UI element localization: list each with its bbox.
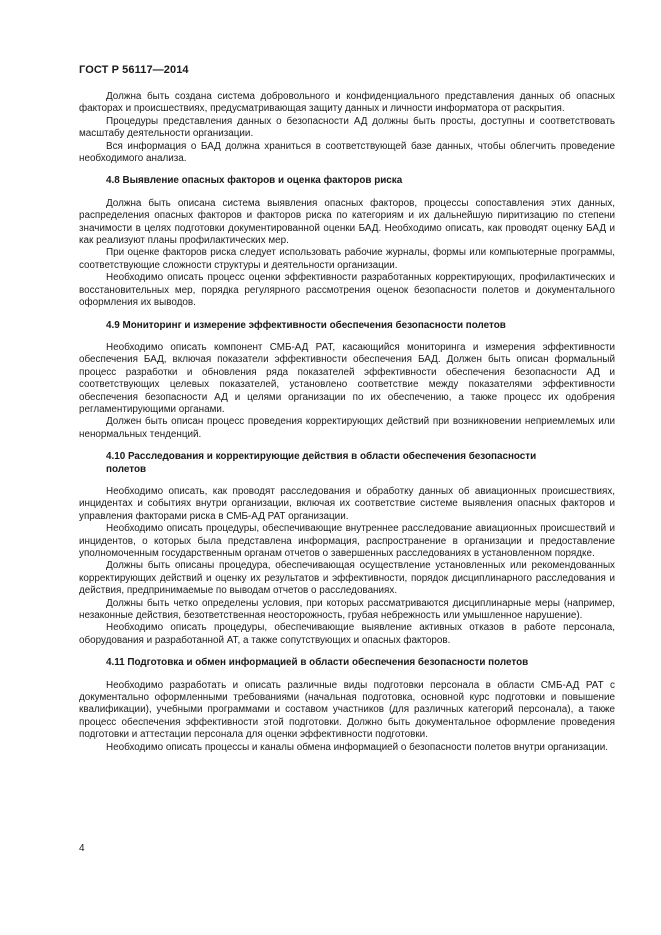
- section-heading-4-10-line1: 4.10 Расследования и корректирующие действия в области обеспечения безопасности: [106, 451, 537, 463]
- section-heading-4-9: 4.9 Мониторинг и измерение эффективности обеспечения безопасности полетов: [106, 319, 506, 331]
- section-paragraph: Необходимо описать, как проводят расследования и обработку данных об авиационных происшествиях, инцидентах и событиях внутри организации, включая их соответствие системе выявления опасных факторов и управления факторами риска в СМБ-АД РАТ организации.: [79, 485, 615, 522]
- intro-paragraph: Должна быть создана система добровольного и конфиденциального представления данных об опасных факторах и происшествиях, предусматривающая защиту данных и личности информатора от раскрытия.: [79, 91, 615, 115]
- intro-paragraph: Процедуры представления данных о безопасности АД должны быть просты, доступны и соответствовать масштабу деятельности организации.: [79, 115, 615, 140]
- document-body: [79, 91, 615, 754]
- section-heading-4-10-line2: полетов: [106, 463, 147, 475]
- section-paragraph: Необходимо описать компонент СМБ-АД РАТ, касающийся мониторинга и измерения эффективности обеспечения БАД, включая показатели эффективности обеспечения БАД. Должен быть описан формальный процесс разработки и обновления ряда показателей эффективности обеспечения безопасности АД и соответствующих целевых показателей, установлено соответствие между показателями эффективности обеспечения безопасности АД и целями организации по их обеспечению, а также процесс их одобрения регламентирующими органами.: [79, 341, 615, 415]
- section-heading-4-10: [79, 451, 615, 476]
- intro-paragraph: Вся информация о БАД должна храниться в соответствующей базе данных, чтобы облегчить проведение необходимого анализа.: [79, 140, 615, 165]
- section-paragraph: Необходимо описать процедуры, обеспечивающие внутреннее расследование авиационных происшествий и инцидентов, о которых была представлена информация, распространение в организации и предоставление уполномоченным государственным органам отчетов о завершенных расследованиях в установленном порядке.: [79, 523, 615, 559]
- section-heading-4-8: 4.8 Выявление опасных факторов и оценка факторов риска: [106, 175, 403, 187]
- section-paragraph: При оценке факторов риска следует использовать рабочие журналы, формы или компьютерные программы, соответствующие сложности структуры и деятельности организации.: [79, 247, 615, 271]
- section-paragraph: Необходимо описать процессы и каналы обмена информацией о безопасности полетов внутри организации.: [106, 741, 608, 753]
- section-paragraph: Необходимо описать процесс оценки эффективности разработанных корректирующих, профилактических и восстановительных мер, порядка регулярного рассмотрения оценок безопасности полетов и документального оформления их выводов.: [79, 272, 615, 309]
- section-paragraph: Должна быть описана система выявления опасных факторов, процессы сопоставления этих данных, распределения опасных факторов и факторов риска по категориям и их дальнейшую пиритизацию по степени значимости в целях подготовки документированной оценки БАД. Необходимо описать, как проводят оценку БАД и как реализуют планы профилактических мер.: [79, 197, 615, 247]
- document-code-header: ГОСТ Р 56117—2014: [79, 64, 189, 76]
- section-paragraph: Необходимо разработать и описать различные виды подготовки персонала в области СМБ-АД РАТ с документально оформленными требованиями (начальная подготовка, основной курс подготовки и повышение квалификации), учебными программами и составом участников (для различных категорий персонала), а также процесс обеспечения эффективности этой подготовки. Должно быть документальное оформление проведения подготовки и аттестации персонала для оценки эффективности подготовки.: [79, 679, 615, 741]
- section-paragraph: Необходимо описать процедуры, обеспечивающие выявление активных отказов в работе персонала, оборудования и разработанной АТ, а также сопутствующих и опасных факторов.: [79, 622, 615, 646]
- page-number: 4: [79, 843, 85, 854]
- section-paragraph: Должны быть четко определены условия, при которых рассматриваются дисциплинарные меры (например, незаконные действия, безответственная неосторожность, грубая небрежность или умышленное нарушение).: [79, 597, 615, 622]
- section-paragraph: Должен быть описан процесс проведения корректирующих действий при возникновении неприемлемых или ненормальных тенденций.: [79, 416, 615, 440]
- section-paragraph: Должны быть описаны процедура, обеспечивающая осуществление установленных или рекомендованных корректирующих действий и оценку их результатов и эффективности, порядок дисциплинарного расследования и действия, предпринимаемые по выводам отчетов о расследованиях.: [79, 560, 615, 597]
- section-heading-4-11: 4.11 Подготовка и обмен информацией в области обеспечения безопасности полетов: [106, 657, 529, 669]
